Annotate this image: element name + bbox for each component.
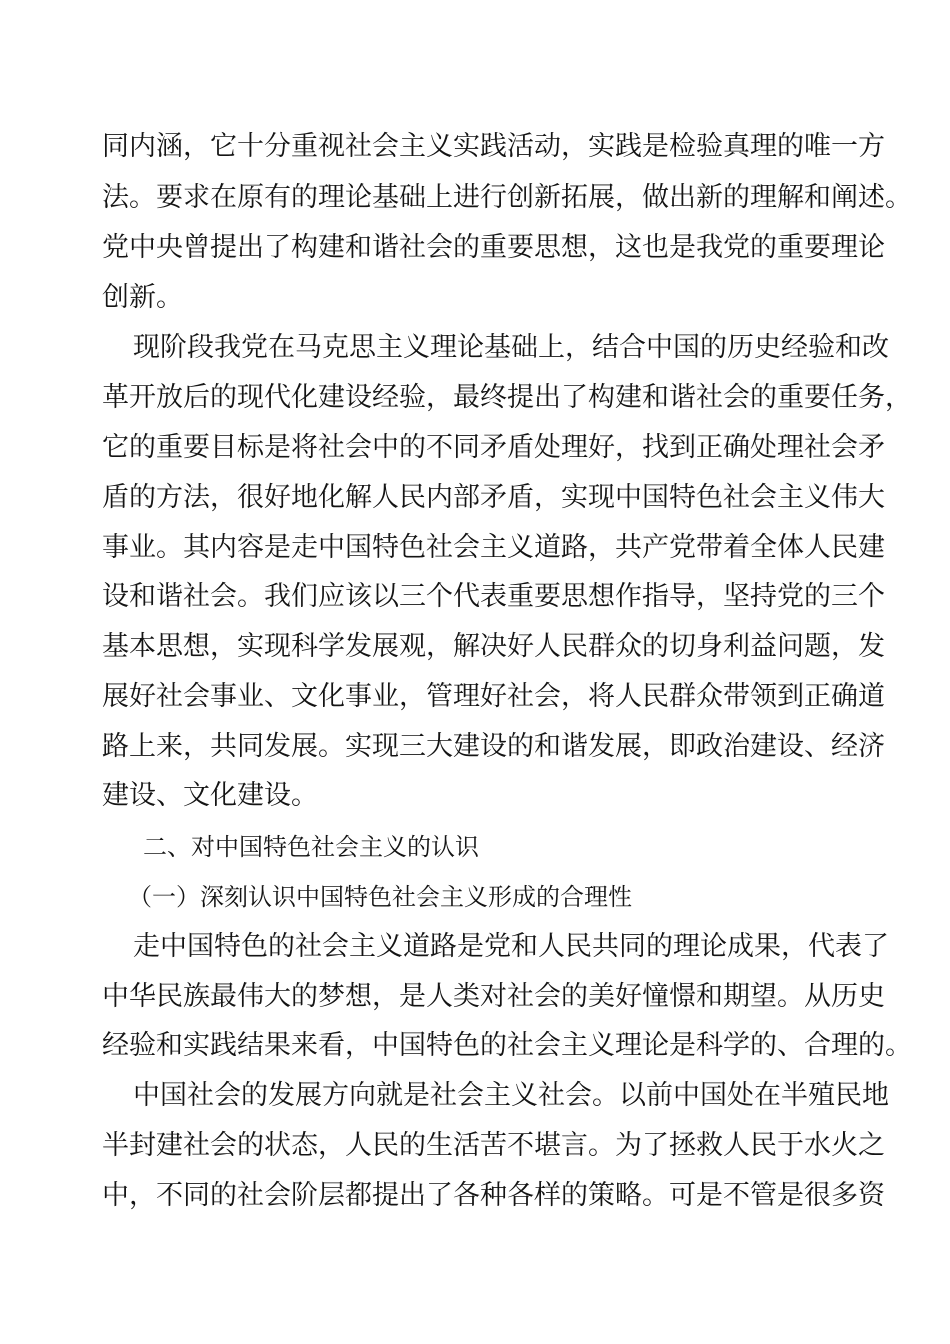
paragraph-2-line-10: 建设、文化建设。	[102, 780, 318, 811]
paragraph-2-line-7: 基本思想，实现科学发展观，解决好人民群众的切身利益问题，发	[102, 631, 885, 662]
paragraph-2-line-9: 路上来，共同发展。实现三大建设的和谐发展，即政治建设、经济	[102, 731, 885, 762]
paragraph-3-line-3: 经验和实践结果来看，中国特色的社会主义理论是科学的、合理的。	[102, 1030, 912, 1061]
paragraph-2-line-6: 设和谐社会。我们应该以三个代表重要思想作指导，坚持党的三个	[102, 581, 885, 612]
paragraph-4-line-1: 中国社会的发展方向就是社会主义社会。以前中国处在半殖民地	[133, 1080, 889, 1111]
paragraph-2-line-5: 事业。其内容是走中国特色社会主义道路，共产党带着全体人民建	[102, 532, 885, 563]
paragraph-1-line-4: 创新。	[102, 282, 183, 313]
paragraph-1-line-2: 法。要求在原有的理论基础上进行创新拓展，做出新的理解和阐述。	[102, 182, 912, 213]
paragraph-4-line-3: 中，不同的社会阶层都提出了各种各样的策略。可是不管是很多资	[102, 1180, 885, 1211]
paragraph-2-line-2: 革开放后的现代化建设经验，最终提出了构建和谐社会的重要任务，	[102, 382, 912, 413]
subsection-heading: （一）深刻认识中国特色社会主义形成的合理性	[128, 883, 632, 911]
paragraph-2-line-3: 它的重要目标是将社会中的不同矛盾处理好，找到正确处理社会矛	[102, 432, 885, 463]
paragraph-4-line-2: 半封建社会的状态，人民的生活苦不堪言。为了拯救人民于水火之	[102, 1130, 885, 1161]
paragraph-2-line-4: 盾的方法，很好地化解人民内部矛盾，实现中国特色社会主义伟大	[102, 482, 885, 513]
paragraph-1-line-3: 党中央曾提出了构建和谐社会的重要思想，这也是我党的重要理论	[102, 232, 885, 263]
section-heading: 二、对中国特色社会主义的认识	[143, 833, 479, 861]
paragraph-3-line-2: 中华民族最伟大的梦想，是人类对社会的美好憧憬和期望。从历史	[102, 981, 885, 1012]
paragraph-2-line-8: 展好社会事业、文化事业，管理好社会，将人民群众带领到正确道	[102, 681, 885, 712]
paragraph-2-line-1: 现阶段我党在马克思主义理论基础上，结合中国的历史经验和改	[133, 332, 889, 363]
paragraph-1-line-1: 同内涵，它十分重视社会主义实践活动，实践是检验真理的唯一方	[102, 131, 885, 162]
paragraph-3-line-1: 走中国特色的社会主义道路是党和人民共同的理论成果，代表了	[133, 931, 889, 962]
